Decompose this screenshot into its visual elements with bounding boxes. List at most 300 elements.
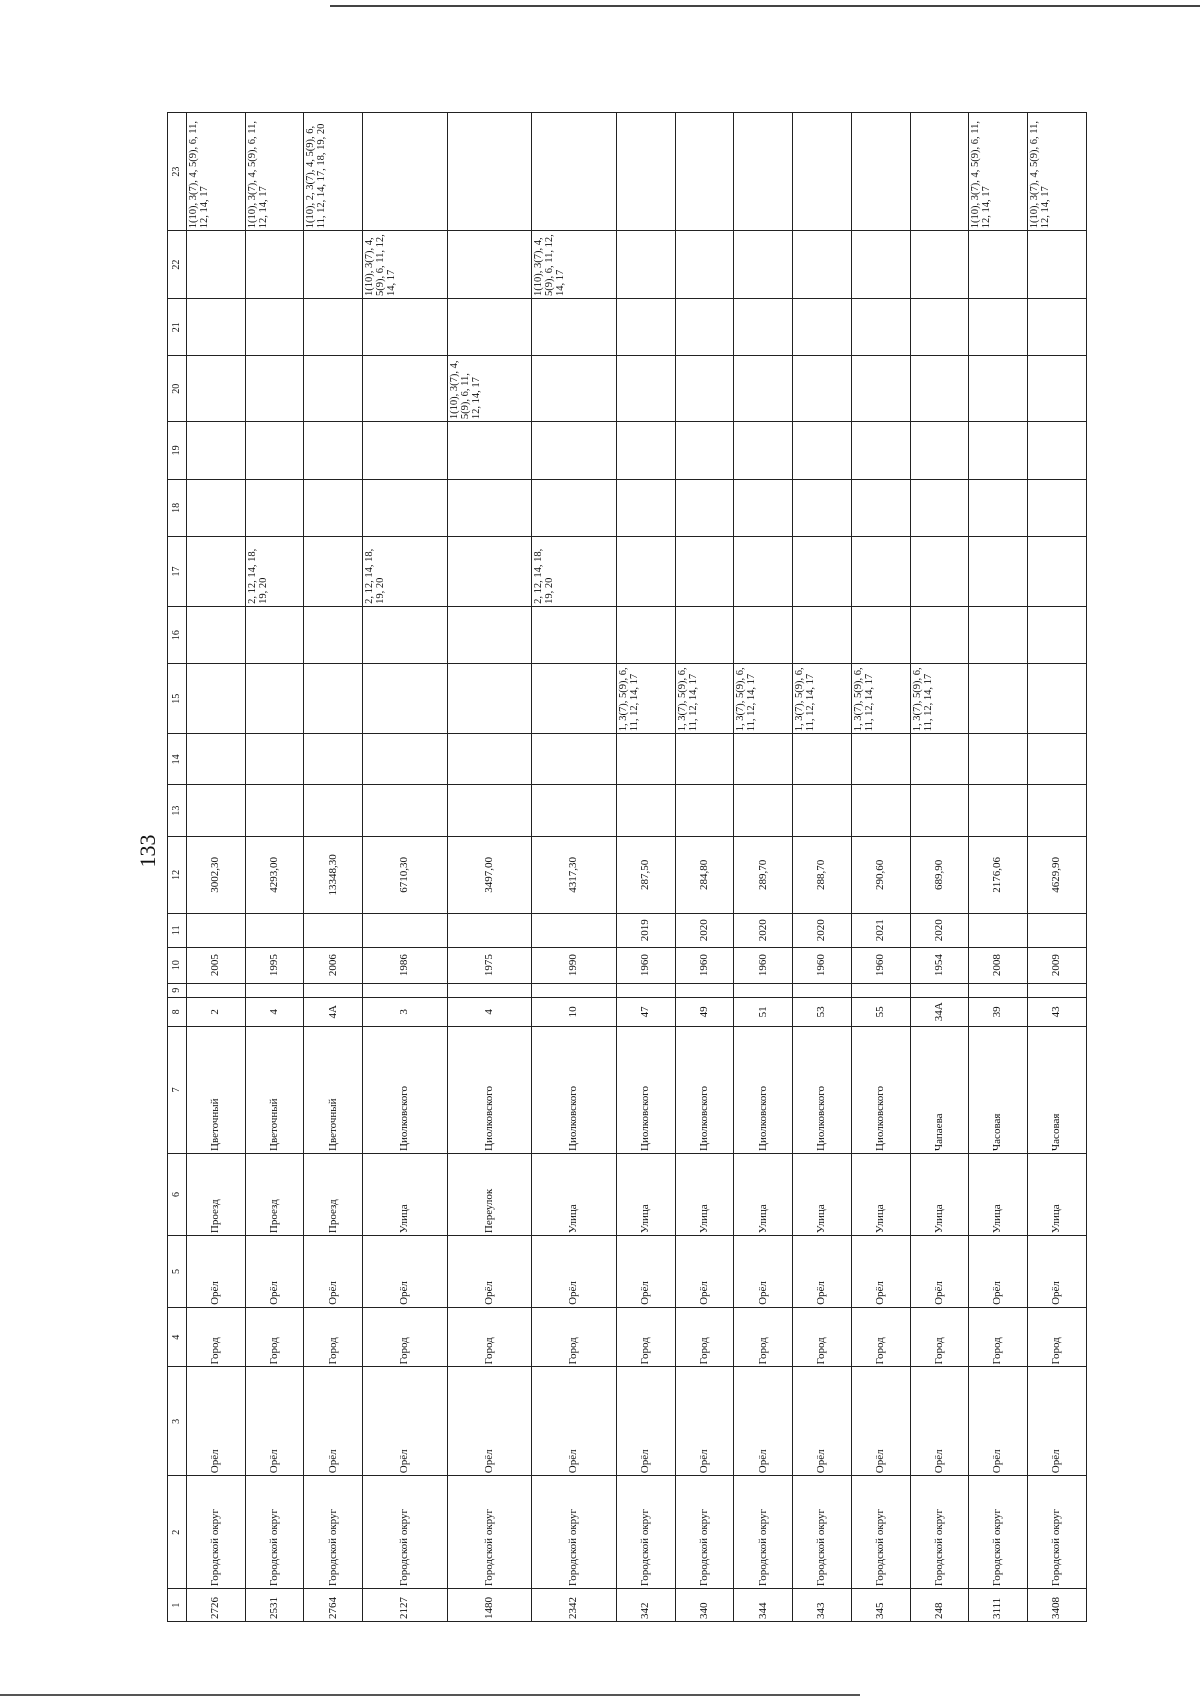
table-cell-col-3: Орёл — [969, 1367, 1028, 1476]
table-row — [675, 113, 734, 1622]
table-cell-col-23 — [734, 113, 793, 231]
table-cell-col-4: Город — [363, 1307, 448, 1367]
table-cell-col-4: Город — [1028, 1307, 1087, 1367]
table-cell-col-3: Орёл — [734, 1367, 793, 1476]
table-cell-col-18 — [187, 479, 246, 536]
table-cell-col-4: Город — [910, 1307, 969, 1367]
table-cell-col-19 — [363, 422, 448, 479]
table-cell-col-18 — [675, 479, 734, 536]
table-cell-col-11 — [969, 913, 1028, 947]
table-cell-col-2: Городской округ — [851, 1476, 910, 1589]
table-cell-col-11 — [304, 913, 363, 947]
table-cell-col-11 — [245, 913, 304, 947]
table-cell-col-11 — [363, 913, 448, 947]
table-cell-col-17 — [187, 537, 246, 607]
table-cell-col-14 — [793, 734, 852, 785]
table-cell-col-13 — [675, 785, 734, 836]
table-cell-col-20 — [910, 356, 969, 422]
table-cell-col-7: Циолковского — [793, 1026, 852, 1153]
table-cell-col-12: 4629,90 — [1028, 836, 1087, 913]
table-cell-col-13 — [304, 785, 363, 836]
table-cell-col-4: Город — [675, 1307, 734, 1367]
table-cell-col-19 — [851, 422, 910, 479]
table-cell-col-18 — [532, 479, 617, 536]
table-cell-col-14 — [1028, 734, 1087, 785]
table-cell-col-19 — [1028, 422, 1087, 479]
table-cell-col-18 — [304, 479, 363, 536]
table-cell-col-13 — [187, 785, 246, 836]
table-cell-col-15 — [187, 664, 246, 734]
table-cell-col-23 — [910, 113, 969, 231]
table-cell-col-4: Город — [187, 1307, 246, 1367]
table-cell-col-21 — [793, 298, 852, 355]
table-row — [1028, 113, 1087, 1622]
table-cell-col-11: 2019 — [616, 913, 675, 947]
table-cell-col-9 — [675, 983, 734, 997]
table-cell-col-18 — [969, 479, 1028, 536]
table-cell-col-22 — [675, 231, 734, 299]
table-cell-col-23 — [675, 113, 734, 231]
table-cell-col-13 — [910, 785, 969, 836]
table-cell-col-16 — [675, 606, 734, 663]
table-cell-col-18 — [363, 479, 448, 536]
table-cell-col-4: Город — [532, 1307, 617, 1367]
table-cell-col-14 — [363, 734, 448, 785]
table-cell-col-1: 3408 — [1028, 1589, 1087, 1622]
table-cell-col-19 — [910, 422, 969, 479]
table-cell-col-9 — [187, 983, 246, 997]
table-cell-col-22 — [447, 231, 532, 299]
table-cell-col-6: Проезд — [304, 1153, 363, 1235]
table-cell-col-15 — [304, 664, 363, 734]
table-cell-col-6: Улица — [851, 1153, 910, 1235]
table-cell-col-15 — [447, 664, 532, 734]
table-cell-col-9 — [851, 983, 910, 997]
table-cell-col-11: 2020 — [734, 913, 793, 947]
table-cell-col-23: 1(10), 3(7), 4, 5(9), 6, 11, 12, 14, 17 — [969, 113, 1028, 231]
column-number: 19 — [168, 422, 187, 479]
table-row — [245, 113, 304, 1622]
table-cell-col-1: 345 — [851, 1589, 910, 1622]
table-cell-col-6: Улица — [734, 1153, 793, 1235]
table-cell-col-11: 2021 — [851, 913, 910, 947]
table-cell-col-7: Циолковского — [532, 1026, 617, 1153]
table-cell-col-22 — [851, 231, 910, 299]
table-cell-col-21 — [245, 298, 304, 355]
table-cell-col-6: Проезд — [245, 1153, 304, 1235]
table-cell-col-1: 3111 — [969, 1589, 1028, 1622]
table-cell-col-2: Городской округ — [304, 1476, 363, 1589]
table-cell-col-5: Орёл — [304, 1236, 363, 1308]
table-cell-col-11: 2020 — [793, 913, 852, 947]
table-cell-col-16 — [304, 606, 363, 663]
table-cell-col-1: 1480 — [447, 1589, 532, 1622]
table-cell-col-5: Орёл — [675, 1236, 734, 1308]
table-cell-col-17 — [675, 537, 734, 607]
table-cell-col-5: Орёл — [245, 1236, 304, 1308]
table-cell-col-18 — [793, 479, 852, 536]
table-cell-col-16 — [447, 606, 532, 663]
table-cell-col-11 — [1028, 913, 1087, 947]
column-number: 18 — [168, 479, 187, 536]
table-cell-col-22 — [734, 231, 793, 299]
table-cell-col-18 — [447, 479, 532, 536]
table-cell-col-19 — [969, 422, 1028, 479]
housing-table — [167, 112, 1087, 1622]
table-cell-col-22 — [616, 231, 675, 299]
table-cell-col-7: Часовая — [969, 1026, 1028, 1153]
table-cell-col-3: Орёл — [187, 1367, 246, 1476]
table-cell-col-15: 1, 3(7), 5(9), 6, 11, 12, 14, 17 — [734, 664, 793, 734]
table-cell-col-12: 6710,30 — [363, 836, 448, 913]
table-cell-col-3: Орёл — [675, 1367, 734, 1476]
table-cell-col-7: Циолковского — [675, 1026, 734, 1153]
table-cell-col-12: 284,80 — [675, 836, 734, 913]
table-cell-col-21 — [187, 298, 246, 355]
table-cell-col-3: Орёл — [616, 1367, 675, 1476]
table-cell-col-9 — [447, 983, 532, 997]
column-number: 21 — [168, 298, 187, 355]
column-number-row — [168, 113, 187, 1622]
table-cell-col-2: Городской округ — [1028, 1476, 1087, 1589]
table-cell-col-15 — [532, 664, 617, 734]
table-cell-col-23 — [851, 113, 910, 231]
table-cell-col-10: 1960 — [793, 947, 852, 983]
table-cell-col-4: Город — [969, 1307, 1028, 1367]
table-cell-col-7: Циолковского — [734, 1026, 793, 1153]
column-number: 2 — [168, 1476, 187, 1589]
table-cell-col-8: 10 — [532, 997, 617, 1026]
table-cell-col-17 — [304, 537, 363, 607]
table-cell-col-3: Орёл — [910, 1367, 969, 1476]
table-cell-col-22 — [187, 231, 246, 299]
table-cell-col-10: 2005 — [187, 947, 246, 983]
table-cell-col-18 — [851, 479, 910, 536]
table-cell-col-3: Орёл — [1028, 1367, 1087, 1476]
table-cell-col-5: Орёл — [910, 1236, 969, 1308]
column-number: 13 — [168, 785, 187, 836]
table-cell-col-19 — [675, 422, 734, 479]
table-cell-col-23: 1(10), 3(7), 4, 5(9), 6, 11, 12, 14, 17 — [187, 113, 246, 231]
table-cell-col-13 — [532, 785, 617, 836]
table-cell-col-12: 288,70 — [793, 836, 852, 913]
table-cell-col-21 — [447, 298, 532, 355]
table-cell-col-19 — [616, 422, 675, 479]
table-cell-col-12: 3002,30 — [187, 836, 246, 913]
table-cell-col-1: 344 — [734, 1589, 793, 1622]
table-cell-col-19 — [245, 422, 304, 479]
table-cell-col-8: 4 — [245, 997, 304, 1026]
top-rule — [330, 5, 1200, 7]
table-cell-col-17 — [910, 537, 969, 607]
table-cell-col-2: Городской округ — [910, 1476, 969, 1589]
table-cell-col-23 — [363, 113, 448, 231]
table-cell-col-17 — [793, 537, 852, 607]
table-cell-col-15 — [1028, 664, 1087, 734]
table-cell-col-15: 1, 3(7), 5(9), 6, 11, 12, 14, 17 — [851, 664, 910, 734]
table-cell-col-9 — [532, 983, 617, 997]
table-cell-col-20 — [187, 356, 246, 422]
table-cell-col-2: Городской округ — [675, 1476, 734, 1589]
column-number: 11 — [168, 913, 187, 947]
table-cell-col-3: Орёл — [447, 1367, 532, 1476]
table-cell-col-9 — [734, 983, 793, 997]
table-cell-col-3: Орёл — [532, 1367, 617, 1476]
table-cell-col-8: 43 — [1028, 997, 1087, 1026]
table-cell-col-17 — [1028, 537, 1087, 607]
table-cell-col-4: Город — [851, 1307, 910, 1367]
table-cell-col-20 — [675, 356, 734, 422]
table-cell-col-2: Городской округ — [245, 1476, 304, 1589]
table-cell-col-1: 2531 — [245, 1589, 304, 1622]
table-cell-col-14 — [675, 734, 734, 785]
table-row — [910, 113, 969, 1622]
table-body — [187, 113, 1087, 1622]
table-cell-col-5: Орёл — [447, 1236, 532, 1308]
column-number: 7 — [168, 1026, 187, 1153]
table-cell-col-8: 4 — [447, 997, 532, 1026]
table-cell-col-16 — [245, 606, 304, 663]
table-cell-col-10: 1960 — [616, 947, 675, 983]
table-cell-col-2: Городской округ — [447, 1476, 532, 1589]
table-cell-col-15 — [969, 664, 1028, 734]
table-cell-col-1: 248 — [910, 1589, 969, 1622]
table-cell-col-7: Циолковского — [363, 1026, 448, 1153]
table-cell-col-13 — [851, 785, 910, 836]
page-number: 133 — [135, 834, 160, 868]
table-cell-col-13 — [363, 785, 448, 836]
table-cell-col-21 — [616, 298, 675, 355]
table-row — [734, 113, 793, 1622]
table-cell-col-10: 1954 — [910, 947, 969, 983]
table-cell-col-5: Орёл — [187, 1236, 246, 1308]
table-cell-col-23: 1(10), 3(7), 4, 5(9), 6, 11, 12, 14, 17 — [245, 113, 304, 231]
table-cell-col-17: 2, 12, 14, 18, 19, 20 — [532, 537, 617, 607]
table-row — [793, 113, 852, 1622]
table-cell-col-19 — [532, 422, 617, 479]
table-cell-col-21 — [532, 298, 617, 355]
table-cell-col-16 — [793, 606, 852, 663]
table-cell-col-5: Орёл — [616, 1236, 675, 1308]
table-cell-col-20 — [1028, 356, 1087, 422]
table-cell-col-23: 1(10), 3(7), 4, 5(9), 6, 11, 12, 14, 17 — [1028, 113, 1087, 231]
table-cell-col-10: 2008 — [969, 947, 1028, 983]
table-cell-col-6: Улица — [616, 1153, 675, 1235]
table-cell-col-10: 2006 — [304, 947, 363, 983]
column-number: 16 — [168, 606, 187, 663]
table-cell-col-7: Цветочный — [304, 1026, 363, 1153]
table-cell-col-9 — [793, 983, 852, 997]
table-cell-col-16 — [363, 606, 448, 663]
table-cell-col-8: 47 — [616, 997, 675, 1026]
table-cell-col-4: Город — [734, 1307, 793, 1367]
table-cell-col-13 — [245, 785, 304, 836]
table-cell-col-1: 2342 — [532, 1589, 617, 1622]
table-cell-col-12: 287,50 — [616, 836, 675, 913]
table-cell-col-20 — [245, 356, 304, 422]
table-cell-col-14 — [616, 734, 675, 785]
table-cell-col-9 — [910, 983, 969, 997]
table-cell-col-18 — [616, 479, 675, 536]
table-cell-col-18 — [1028, 479, 1087, 536]
table-cell-col-12: 3497,00 — [447, 836, 532, 913]
table-cell-col-23 — [447, 113, 532, 231]
table-cell-col-4: Город — [447, 1307, 532, 1367]
table-cell-col-9 — [969, 983, 1028, 997]
table-cell-col-7: Циолковского — [616, 1026, 675, 1153]
table-cell-col-20 — [532, 356, 617, 422]
table-cell-col-8: 49 — [675, 997, 734, 1026]
table-row — [969, 113, 1028, 1622]
table-cell-col-6: Улица — [532, 1153, 617, 1235]
table-cell-col-12: 4293,00 — [245, 836, 304, 913]
table-cell-col-2: Городской округ — [532, 1476, 617, 1589]
table-cell-col-8: 4А — [304, 997, 363, 1026]
table-cell-col-18 — [245, 479, 304, 536]
table-cell-col-3: Орёл — [851, 1367, 910, 1476]
table-cell-col-22 — [1028, 231, 1087, 299]
table-cell-col-5: Орёл — [851, 1236, 910, 1308]
table-cell-col-17 — [851, 537, 910, 607]
table-cell-col-14 — [187, 734, 246, 785]
table-cell-col-2: Городской округ — [969, 1476, 1028, 1589]
table-cell-col-22: 1(10), 3(7), 4, 5(9), 6, 11, 12, 14, 17 — [363, 231, 448, 299]
table-cell-col-6: Улица — [969, 1153, 1028, 1235]
table-cell-col-12: 289,70 — [734, 836, 793, 913]
table-cell-col-13 — [616, 785, 675, 836]
table-cell-col-14 — [910, 734, 969, 785]
table-row — [447, 113, 532, 1622]
table-cell-col-19 — [304, 422, 363, 479]
table-cell-col-5: Орёл — [734, 1236, 793, 1308]
table-cell-col-12: 4317,30 — [532, 836, 617, 913]
column-number: 22 — [168, 231, 187, 299]
table-cell-col-10: 1990 — [532, 947, 617, 983]
table-cell-col-7: Чапаева — [910, 1026, 969, 1153]
table-cell-col-5: Орёл — [363, 1236, 448, 1308]
table-cell-col-5: Орёл — [1028, 1236, 1087, 1308]
table-cell-col-23 — [532, 113, 617, 231]
table-cell-col-21 — [675, 298, 734, 355]
table-cell-col-6: Улица — [675, 1153, 734, 1235]
table-cell-col-10: 1986 — [363, 947, 448, 983]
table-cell-col-2: Городской округ — [187, 1476, 246, 1589]
column-number: 9 — [168, 983, 187, 997]
table-cell-col-11 — [447, 913, 532, 947]
table-cell-col-19 — [793, 422, 852, 479]
table-cell-col-9 — [363, 983, 448, 997]
table-cell-col-3: Орёл — [793, 1367, 852, 1476]
table-cell-col-21 — [910, 298, 969, 355]
table-cell-col-9 — [616, 983, 675, 997]
table-cell-col-4: Город — [304, 1307, 363, 1367]
column-number: 20 — [168, 356, 187, 422]
table-cell-col-9 — [304, 983, 363, 997]
table-cell-col-16 — [734, 606, 793, 663]
table-cell-col-8: 34А — [910, 997, 969, 1026]
table-cell-col-3: Орёл — [245, 1367, 304, 1476]
table-cell-col-12: 13348,30 — [304, 836, 363, 913]
table-cell-col-8: 2 — [187, 997, 246, 1026]
table-cell-col-17 — [734, 537, 793, 607]
table-cell-col-6: Улица — [1028, 1153, 1087, 1235]
table-cell-col-19 — [447, 422, 532, 479]
table-row — [363, 113, 448, 1622]
table-row — [187, 113, 246, 1622]
table-cell-col-14 — [969, 734, 1028, 785]
table-cell-col-23 — [616, 113, 675, 231]
table-cell-col-7: Цветочный — [245, 1026, 304, 1153]
table-cell-col-20 — [793, 356, 852, 422]
table-cell-col-8: 3 — [363, 997, 448, 1026]
table-cell-col-18 — [910, 479, 969, 536]
column-number: 4 — [168, 1307, 187, 1367]
table-cell-col-7: Циолковского — [447, 1026, 532, 1153]
table-cell-col-16 — [969, 606, 1028, 663]
table-cell-col-20 — [969, 356, 1028, 422]
table-row — [304, 113, 363, 1622]
table-cell-col-3: Орёл — [304, 1367, 363, 1476]
table-cell-col-22 — [793, 231, 852, 299]
table-cell-col-1: 2726 — [187, 1589, 246, 1622]
table-row — [616, 113, 675, 1622]
table-cell-col-8: 39 — [969, 997, 1028, 1026]
table-cell-col-16 — [532, 606, 617, 663]
table-cell-col-17 — [616, 537, 675, 607]
column-number: 12 — [168, 836, 187, 913]
table-cell-col-22 — [304, 231, 363, 299]
column-number: 23 — [168, 113, 187, 231]
table-cell-col-22: 1(10), 3(7), 4, 5(9), 6, 11, 12, 14, 17 — [532, 231, 617, 299]
table-cell-col-20 — [616, 356, 675, 422]
table-cell-col-8: 51 — [734, 997, 793, 1026]
table-cell-col-6: Улица — [793, 1153, 852, 1235]
column-number: 15 — [168, 664, 187, 734]
table-cell-col-18 — [734, 479, 793, 536]
table-cell-col-11: 2020 — [675, 913, 734, 947]
table-cell-col-1: 2127 — [363, 1589, 448, 1622]
table-cell-col-20 — [363, 356, 448, 422]
table-cell-col-4: Город — [245, 1307, 304, 1367]
table-cell-col-20: 1(10), 3(7), 4, 5(9), 6, 11, 12, 14, 17 — [447, 356, 532, 422]
table-cell-col-14 — [532, 734, 617, 785]
column-number: 17 — [168, 537, 187, 607]
table-cell-col-17 — [447, 537, 532, 607]
table-cell-col-5: Орёл — [532, 1236, 617, 1308]
table-cell-col-7: Часовая — [1028, 1026, 1087, 1153]
table-cell-col-19 — [734, 422, 793, 479]
table-cell-col-1: 343 — [793, 1589, 852, 1622]
table-cell-col-2: Городской округ — [616, 1476, 675, 1589]
table-cell-col-20 — [304, 356, 363, 422]
table-cell-col-22 — [969, 231, 1028, 299]
table-cell-col-7: Циолковского — [851, 1026, 910, 1153]
column-number: 10 — [168, 947, 187, 983]
table-cell-col-6: Улица — [910, 1153, 969, 1235]
table-cell-col-15 — [245, 664, 304, 734]
table-cell-col-23 — [793, 113, 852, 231]
table-cell-col-2: Городской округ — [363, 1476, 448, 1589]
table-cell-col-3: Орёл — [363, 1367, 448, 1476]
table-cell-col-21 — [734, 298, 793, 355]
table-cell-col-10: 1960 — [675, 947, 734, 983]
table-cell-col-11 — [532, 913, 617, 947]
table-cell-col-16 — [1028, 606, 1087, 663]
table-cell-col-6: Проезд — [187, 1153, 246, 1235]
table-cell-col-10: 1975 — [447, 947, 532, 983]
table-cell-col-22 — [245, 231, 304, 299]
table-cell-col-9 — [1028, 983, 1087, 997]
